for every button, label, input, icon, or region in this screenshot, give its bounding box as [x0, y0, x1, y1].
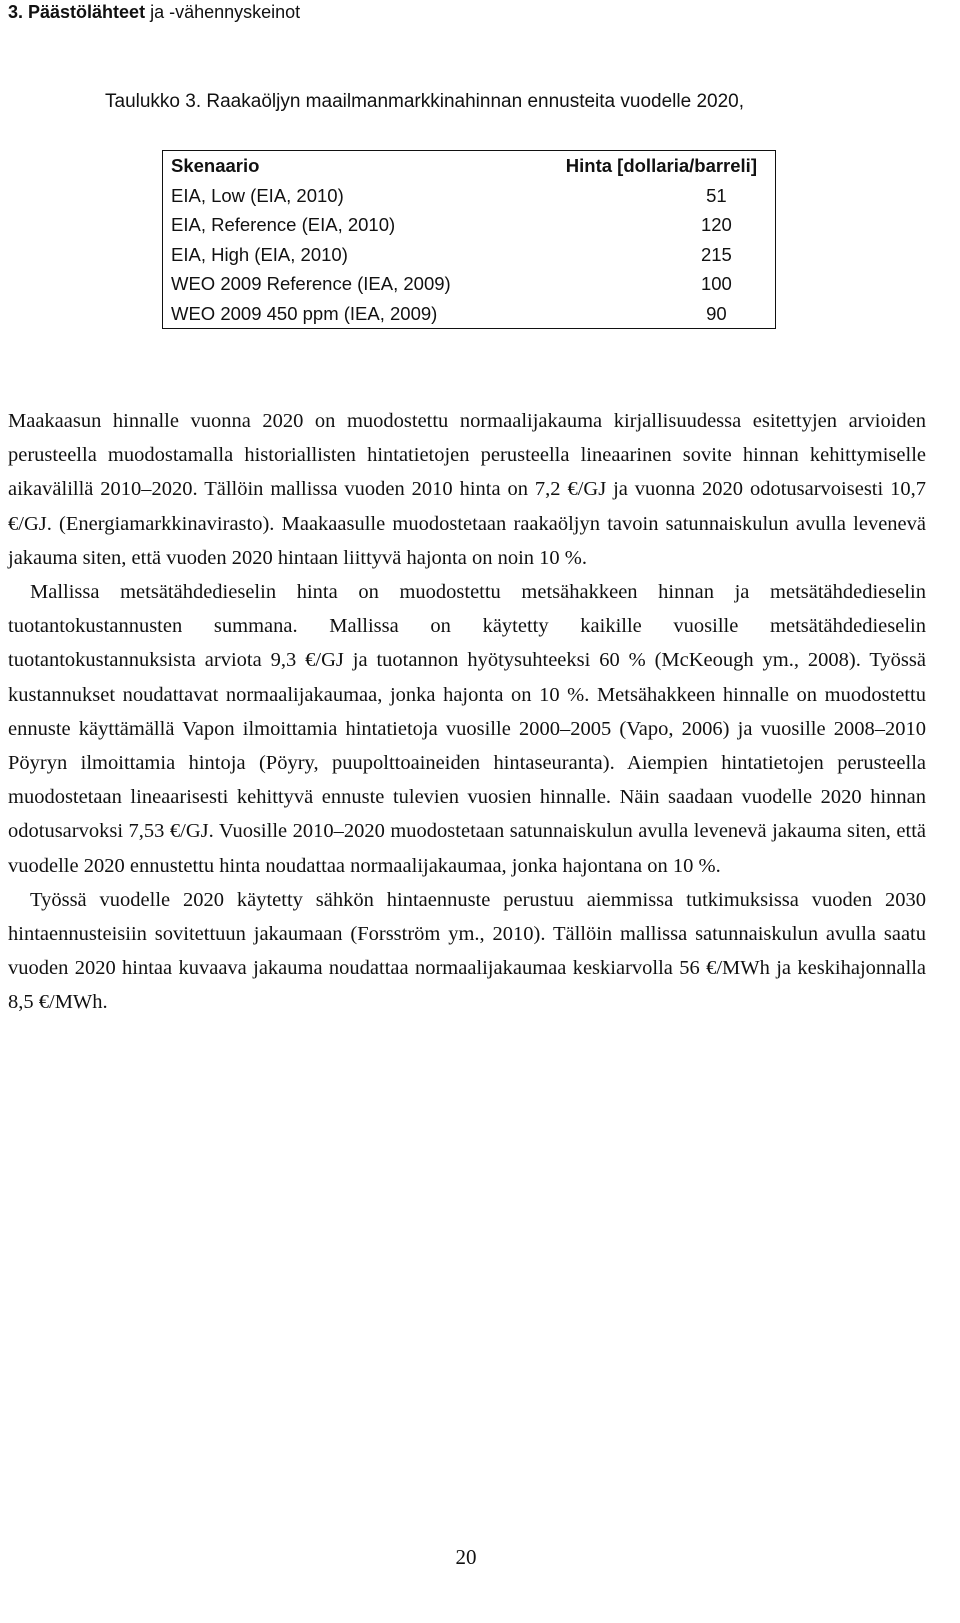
- scenario-cell: EIA, High (EIA, 2010): [171, 243, 348, 265]
- section-heading-rest: ja -vähennyskeinot: [145, 2, 301, 22]
- scenario-cell: WEO 2009 450 ppm (IEA, 2009): [171, 302, 438, 324]
- table-row: [163, 269, 776, 299]
- table-row: [163, 240, 776, 270]
- price-cell: 100: [700, 273, 732, 294]
- price-cell: 51: [706, 184, 727, 206]
- table-row: [163, 210, 776, 240]
- column-header-price: Hinta [dollaria/barreli]: [565, 155, 757, 176]
- section-heading: [8, 0, 300, 24]
- section-heading-bold: 3. Päästölähteet: [8, 2, 146, 22]
- table-header-row: [163, 151, 776, 181]
- table-row: [163, 299, 776, 329]
- page-number: 20: [455, 1545, 477, 1569]
- table-row: [163, 181, 776, 211]
- paragraph-forest-diesel: Mallissa metsätähdedieselin hinta on muodostettu metsähakkeen hinnan ja metsätähdedieselin tuotantokustannusten summana. Mallissa on käytetty kaikille vuosille metsätähdedieselin tuotantokustannuksista arviota 9,3 €/GJ ja tuotannon hyötysuhteeksi 60 % (McKeough ym., 2008). Työssä kustannukset noudattavat normaalijakaumaa, jonka hajonta on 10 %. Metsähakkeen hinnalle on muodostettu ennuste käyttämällä Vapon ilmoittamia hintatietoja vuosille 2000–2005 (Vapo, 2006) ja vuosille 2008–2010 Pöyryn ilmoittamia hintoja (Pöyry, puupolttoaineiden hintaseuranta). Aiempien hintatietojen perusteella muodostetaan lineaarisesti kehittyvä ennuste tulevien vuosien hinnalle. Näin saadaan vuodelle 2020 hinnan odotusarvoksi 7,53 €/GJ. Vuosille 2010–2020 muodostetaan satunnaiskulun avulla levenevä jakauma siten, että vuodelle 2020 ennustettu hinta noudattaa normaalijakaumaa, jonka hajontana on 10 %.: [8, 581, 926, 877]
- paragraph-electricity: Työssä vuodelle 2020 käytetty sähkön hintaennuste perustuu aiemmissa tutkimuksissa vuoden 2030 hintaennusteisiin sovitettuun jakaumaan (Forsström ym., 2010). Tällöin mallissa satunnaiskulun avulla saatu vuoden 2020 hintaa kuvaava jakauma noudattaa normaalijakaumaa keskiarvolla 56 €/MWh ja keskihajonnalla 8,5 €/MWh.: [8, 888, 926, 1014]
- scenario-cell: EIA, Low (EIA, 2010): [171, 184, 344, 206]
- price-cell: 120: [700, 214, 732, 235]
- oil-price-table: [162, 150, 776, 329]
- column-header-scenario: Skenaario: [171, 155, 260, 176]
- table-caption: Taulukko 3. Raakaöljyn maailmanmarkkinahinnan ennusteita vuodelle 2020,: [105, 91, 745, 112]
- price-cell: 90: [706, 302, 727, 324]
- body-text: [8, 404, 926, 1020]
- price-cell: 215: [700, 243, 732, 265]
- scenario-cell: WEO 2009 Reference (IEA, 2009): [171, 273, 451, 294]
- scenario-cell: EIA, Reference (EIA, 2010): [171, 214, 396, 235]
- paragraph-natural-gas: Maakaasun hinnalle vuonna 2020 on muodostettu normaalijakauma kirjallisuudessa esitettyjen arvioiden perusteella muodostamalla historiallisten hintatietojen perusteella lineaarinen sovite hinnan kehittymiselle aikavälillä 2010–2020. Tällöin mallissa vuoden 2010 hinta on 7,2 €/GJ ja vuonna 2020 odotusarvoisesti 10,7 €/GJ. (Energiamarkkinavirasto). Maakaasulle muodostetaan raakaöljyn tavoin satunnaiskulun avulla levenevä jakauma siten, että vuoden 2020 hintaan liittyvä hajonta on noin 10 %.: [8, 410, 926, 569]
